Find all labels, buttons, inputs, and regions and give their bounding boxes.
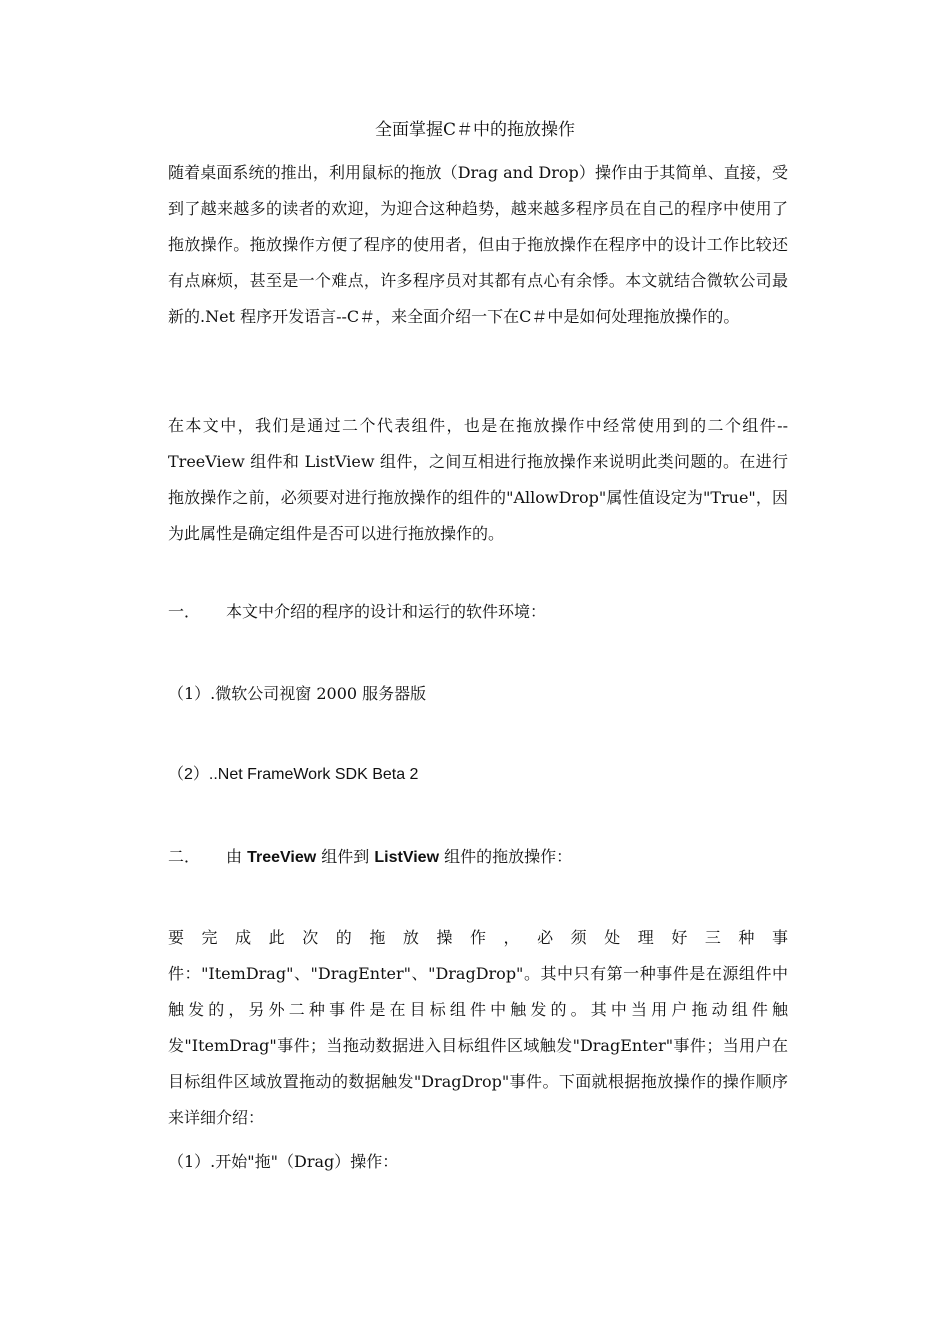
components-paragraph: 在本文中，我们是通过二个代表组件，也是在拖放操作中经常使用到的二个组件--TreeView 组件和 ListView 组件，之间互相进行拖放操作来说明此类问题的。在进行拖放操作之前，必须要对进行拖放操作的组件的"AllowDrop"属性值设定为"True"，因为此属性是确定组件是否可以进行拖放操作的。 [168,416,788,543]
section-2-middle: 组件到 [316,847,375,866]
env-item-2: （2）..Net FrameWork SDK Beta 2 [168,766,419,783]
section-2-suffix: 组件的拖放操作： [439,847,573,866]
section-2-prefix: 由 [226,847,248,866]
section-1-number: 一． [168,602,201,621]
step-1-heading: （1）.开始"拖"（Drag）操作： [168,1152,399,1171]
section-1-title: 本文中介绍的程序的设计和运行的软件环境： [226,602,547,621]
events-paragraph: 要完成此次的拖放操作，必须处理好三种事件："ItemDrag"、"DragEnter"、"DragDrop"。其中只有第一种事件是在源组件中触发的，另外二种事件是在目标组件中触发的。其中当用户拖动组件触发"ItemDrag"事件；当拖动数据进入目标组件区域触发"DragEnter"事件；当用户在目标组件区域放置拖动的数据触发"DragDrop"事件。下面就根据拖放操作的操作顺序来详细介绍： [168,928,788,1127]
section-2-number: 二． [168,847,201,866]
section-2-treeview: TreeView [247,849,317,866]
env-item-1: （1）.微软公司视窗 2000 服务器版 [168,684,427,703]
intro-paragraph: 随着桌面系统的推出，利用鼠标的拖放（Drag and Drop）操作由于其简单、直接，受到了越来越多的读者的欢迎，为迎合这种趋势，越来越多程序员在自己的程序中使用了拖放操作。拖放操作方便了程序的使用者，但由于拖放操作在程序中的设计工作比较还有点麻烦，甚至是一个难点，许多程序员对其都有点心有余悸。本文就结合微软公司最新的.Net 程序开发语言--C＃，来全面介绍一下在C＃中是如何处理拖放操作的。 [168,163,788,326]
section-2-heading [168,845,788,870]
section-1-heading [168,600,788,624]
document-title: 全面掌握C＃中的拖放操作 [374,120,575,140]
section-2-listview: ListView [374,849,440,866]
